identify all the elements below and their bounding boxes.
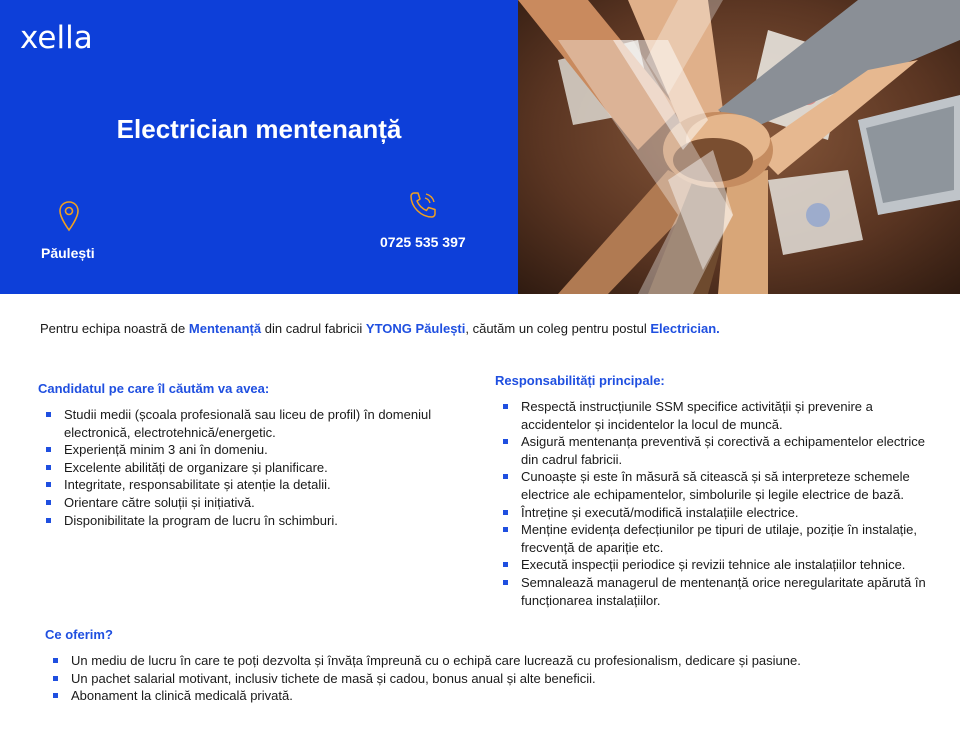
team-photo-illustration	[518, 0, 960, 294]
list-item: Experiență minim 3 ani în domeniu.	[38, 441, 468, 459]
list-item: Orientare către soluții și inițiativă.	[38, 494, 468, 512]
list-item: Cunoaște și este în măsură să citească și să interpreteze schemele electrice ale echipamentelor, simbolurile și legile electrice de bază.	[495, 468, 935, 503]
list-item: Execută inspecții periodice și revizii tehnice ale instalațiilor tehnice.	[495, 556, 935, 574]
intro-part: , căutăm un coleg pentru postul	[465, 321, 651, 336]
list-item: Asigură mentenanța preventivă și corectivă a echipamentelor electrice din cadrul fabricii.	[495, 433, 935, 468]
intro-highlight-factory: YTONG Păulești	[365, 321, 466, 336]
list-item: Excelente abilități de organizare și planificare.	[38, 459, 468, 477]
team-hands-photo	[518, 0, 960, 294]
candidate-requirements-list	[38, 406, 468, 529]
list-item: Disponibilitate la program de lucru în schimburi.	[38, 512, 468, 530]
offer-section-title: Ce oferim?	[45, 627, 113, 642]
hero-banner	[0, 0, 960, 294]
intro-text	[40, 321, 720, 336]
list-item: Menține evidența defecțiunilor pe tipuri de utilaje, poziție în instalație, frecvență de apariție etc.	[495, 521, 935, 556]
list-item: Un mediu de lucru în care te poți dezvolta și învăța împreună cu o echipă care lucrează cu profesionalism, dedicare și pasiune.	[45, 652, 925, 670]
offer-list	[45, 652, 925, 705]
phone-icon	[408, 190, 438, 220]
list-item: Un pachet salarial motivant, inclusiv tichete de masă și cadou, bonus anual și alte beneficii.	[45, 670, 925, 688]
phone-number: 0725 535 397	[380, 234, 466, 250]
intro-highlight-position: Electrician.	[650, 321, 720, 336]
list-item: Integritate, responsabilitate și atenție la detalii.	[38, 476, 468, 494]
xella-logo: xella	[20, 20, 93, 56]
responsibilities-list	[495, 398, 935, 609]
intro-highlight-department: Mentenanță	[188, 321, 262, 336]
intro-part: din cadrul fabricii	[261, 321, 366, 336]
intro-part: Pentru echipa noastră de	[40, 321, 189, 336]
location-text: Păulești	[41, 245, 95, 261]
list-item: Respectă instrucțiunile SSM specifice activității și prevenire a accidentelor și incidentelor la locul de muncă.	[495, 398, 935, 433]
list-item: Semnalează managerul de mentenanță orice neregularitate apărută în funcționarea instalațiilor.	[495, 574, 935, 609]
job-title: Electrician mentenanță	[116, 114, 402, 144]
hero-blue-panel	[0, 0, 518, 294]
list-item: Studii medii (școala profesională sau liceu de profil) în domeniul electronică, electrotehnică/energetic.	[38, 406, 468, 441]
candidate-section-title: Candidatul pe care îl căutăm va avea:	[38, 381, 270, 396]
list-item: Întreține și execută/modifică instalațiile electrice.	[495, 504, 935, 522]
list-item: Abonament la clinică medicală privată.	[45, 687, 925, 705]
location-pin-icon	[58, 200, 80, 232]
responsibilities-section-title: Responsabilități principale:	[495, 373, 665, 388]
